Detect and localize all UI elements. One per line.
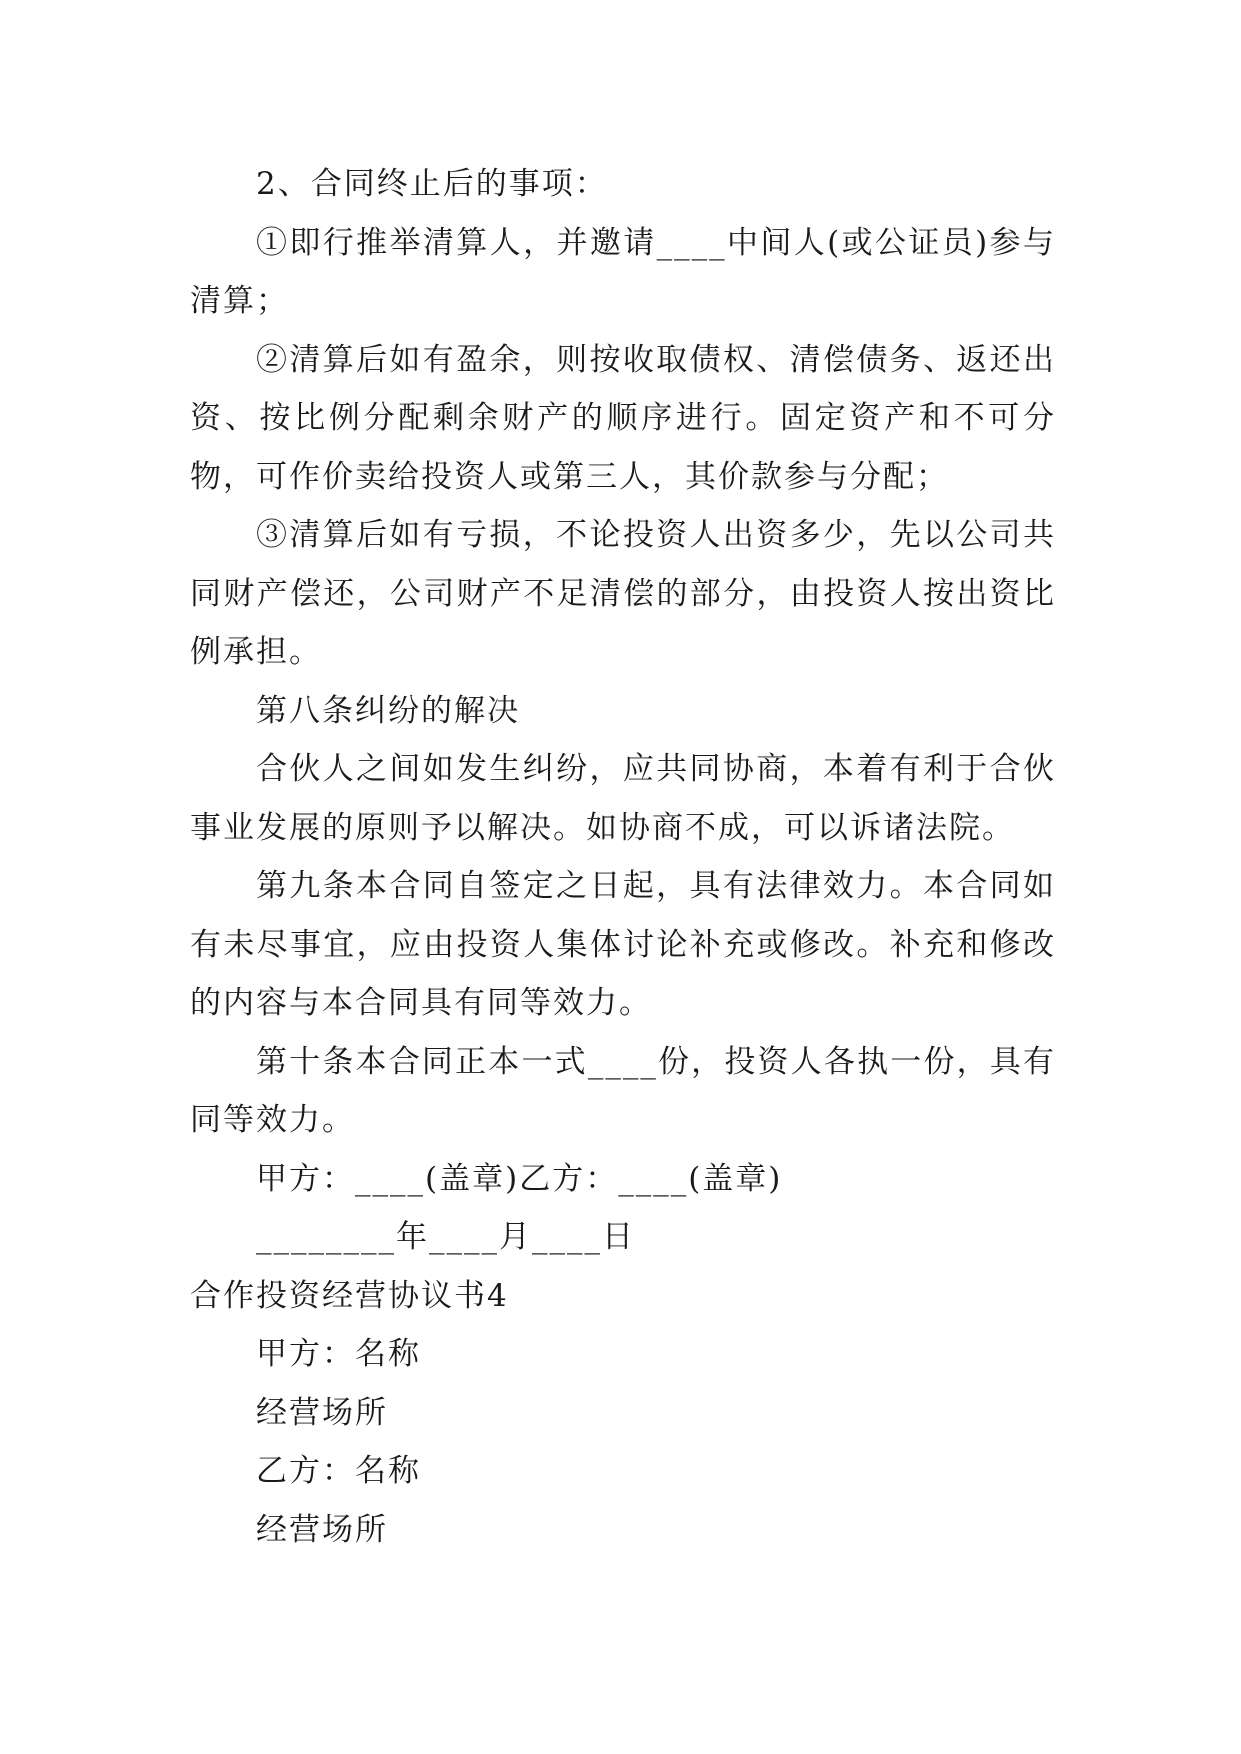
document-body bbox=[190, 155, 1056, 1559]
party-a-premises: 经营场所 bbox=[256, 1394, 388, 1431]
signature-line: 甲方：____(盖章)乙方：____(盖章) bbox=[256, 1160, 783, 1197]
party-b-premises: 经营场所 bbox=[256, 1511, 388, 1548]
paragraph-clause-3: ③清算后如有亏损，不论投资人出资多少，先以公司共同财产偿还，公司财产不足清偿的部分，由投资人按出资比例承担。 bbox=[190, 517, 1056, 670]
paragraph-clause-1: ①即行推举清算人，并邀请____中间人(或公证员)参与清算； bbox=[190, 224, 1056, 319]
party-b-name: 乙方：名称 bbox=[256, 1453, 421, 1489]
paragraph-clause-2: ②清算后如有盈余，则按收取债权、清偿债务、返还出资、按比例分配剩余财产的顺序进行。固定资产和不可分物，可作价卖给投资人或第三人，其价款参与分配； bbox=[190, 341, 1056, 495]
party-a-name: 甲方：名称 bbox=[256, 1336, 421, 1372]
paragraph-article-10: 第十条本合同正本一式____份，投资人各执一份，具有同等效力。 bbox=[190, 1043, 1056, 1138]
paragraph-termination-items: 2、合同终止后的事项： bbox=[256, 166, 608, 202]
article-8-heading: 第八条纠纷的解决 bbox=[256, 692, 520, 729]
paragraph-dispute-resolution: 合伙人之间如发生纠纷，应共同协商，本着有利于合伙事业发展的原则予以解决。如协商不成，可以诉诸法院。 bbox=[190, 751, 1056, 846]
paragraph-article-9: 第九条本合同自签定之日起，具有法律效力。本合同如有未尽事宜，应由投资人集体讨论补充或修改。补充和修改的内容与本合同具有同等效力。 bbox=[190, 868, 1056, 1021]
date-line: ________年____月____日 bbox=[256, 1219, 635, 1255]
document-title: 合作投资经营协议书4 bbox=[190, 1277, 509, 1314]
